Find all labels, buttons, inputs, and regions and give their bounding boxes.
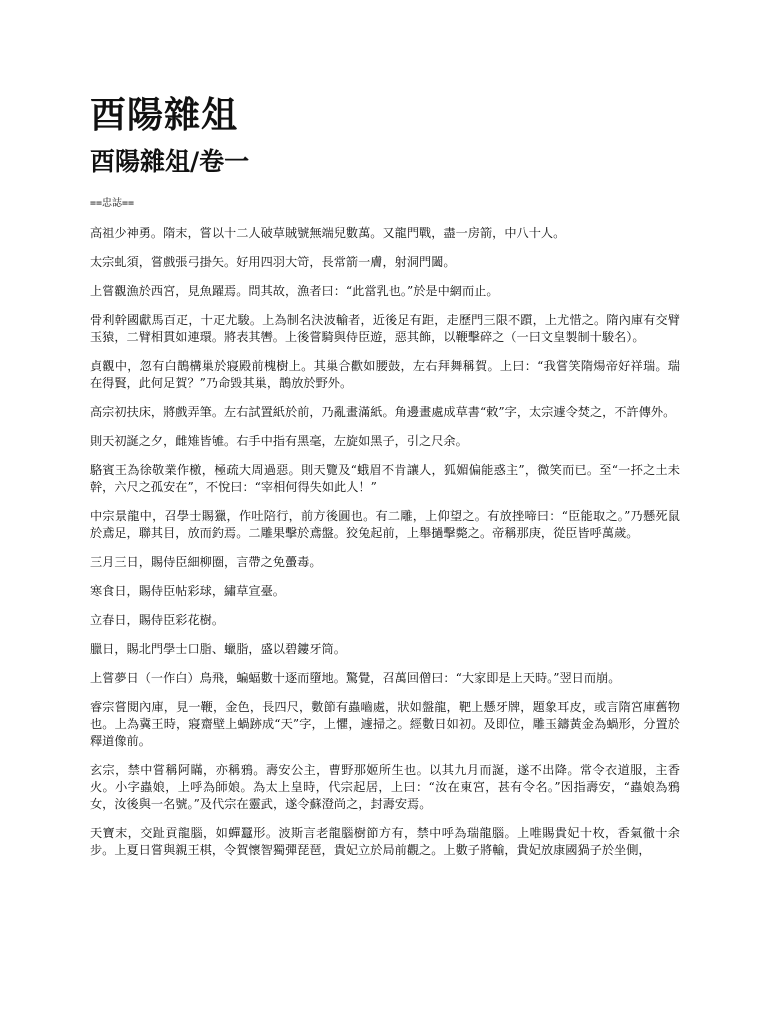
- paragraph: 高祖少神勇。隋末，嘗以十二人破草賊號無端兒數萬。又龍門戰，盡一房箭，中八十人。: [90, 226, 566, 240]
- paragraph: 駱賓王為徐敬業作檄，極疏大周過惡。則天覽及“蛾眉不肯讓人，狐媚偏能惑主”，微笑而已。至“一抔之土未幹，六尺之孤安在”，不悅曰：“宰相何得失如此人！”: [90, 463, 680, 494]
- paragraph: 立春日，賜侍臣彩花樹。: [90, 613, 225, 627]
- paragraph: 天寶末，交趾貢龍腦，如蟬蠶形。波斯言老龍腦樹節方有，禁中呼為瑞龍腦。上唯賜貴妃十枚，香氣徹十余步。上夏日嘗與親王棋，令賀懷智獨彈琵琶，貴妃立於局前觀之。上數子將輸，貴妃放康國猧子於坐側，: [90, 826, 680, 857]
- paragraph: 寒食日，賜侍臣帖彩球，繡草宣臺。: [90, 584, 285, 598]
- paragraph: 則天初誕之夕，雌雉皆雊。右手中指有黑毫，左旋如黑子，引之尺余。: [90, 434, 468, 448]
- paragraph: 上嘗夢日（一作白）鳥飛，蝙蝠數十逐而墮地。驚覺，召萬回僧曰：“大家即是上天時。”翌日而崩。: [90, 671, 621, 685]
- chapter-heading: 酉陽雜俎/卷一: [90, 147, 250, 176]
- paragraph: 臘日，賜北門學士口脂、蠟脂，盛以碧鏤牙筒。: [90, 642, 346, 656]
- paragraph: 上嘗觀漁於西宮，見魚躍焉。問其故，漁者曰：“此當乳也。”於是中網而止。: [90, 284, 499, 298]
- paragraph: 中宗景龍中，召學士賜獵，作吐陪行，前方後圓也。有二雕，上仰望之。有放挫啼曰：“臣能取之。”乃懸死鼠於鳶足，聯其目，放而釣焉。二雕果擊於鳶盤。狡兔起前，上舉撾擊斃之。帝稱那庚，從臣皆呼萬歲。: [90, 509, 680, 540]
- paragraph: 骨利幹國獻馬百疋，十疋尤駿。上為制名決波輸者，近後足有距，走歷門三限不躓，上尤惜之。隋內庫有交臂玉猿，二臂相貫如連環。將表其轡。上後嘗騎與侍臣遊，惡其飾，以鞭擊碎之（一曰文皇製制十駿名）。: [90, 313, 680, 344]
- paragraph: 太宗虬須，嘗戲張弓掛矢。好用四羽大笴，長常箭一膚，射洞門闔。: [90, 255, 456, 269]
- paragraph: 玄宗，禁中嘗稱阿瞞，亦稱鴉。壽安公主，曹野那姬所生也。以其九月而誕，遂不出降。常令衣道服，主香火。小字蟲娘，上呼為師娘。為太上皇時，代宗起居，上曰：“汝在東宮，甚有令名。”因指壽安，“蟲娘為鴉女，汝後與一名號。”及代宗在靈武，遂令蘇澄尚之，封壽安焉。: [90, 763, 680, 811]
- page-title: 酉陽雜俎: [90, 94, 239, 136]
- paragraph: 高宗初扶床，將戲弄筆。左右試置紙於前，乃亂畫滿紙。角邊畫處成草書“敕”字，太宗遽令焚之，不許傳外。: [90, 405, 676, 419]
- paragraph: 貞觀中，忽有白鵲構巢於寢殿前槐樹上。其巢合歡如腰鼓，左右拜舞稱賀。上曰：“我嘗笑隋煬帝好祥瑞。瑞在得賢，此何足賀？”乃命毀其巢，鵲放於野外。: [90, 359, 680, 390]
- paragraph: 三月三日，賜侍臣細柳圈，言帶之免蠆毒。: [90, 555, 322, 569]
- paragraph: 睿宗嘗閱內庫，見一鞭，金色，長四尺，數節有蟲嚙處，狀如盤龍，靶上懸牙牌，題象耳皮，或言隋宮庫舊物也。上為冀王時，寢齋壁上蝸跡成“天”字，上懼，遽掃之。經數日如初。及即位，雕玉鑄黃金為蝸形，分置於釋道像前。: [90, 700, 680, 748]
- body-text: [90, 225, 680, 871]
- section-label: ==忠誌==: [90, 198, 135, 209]
